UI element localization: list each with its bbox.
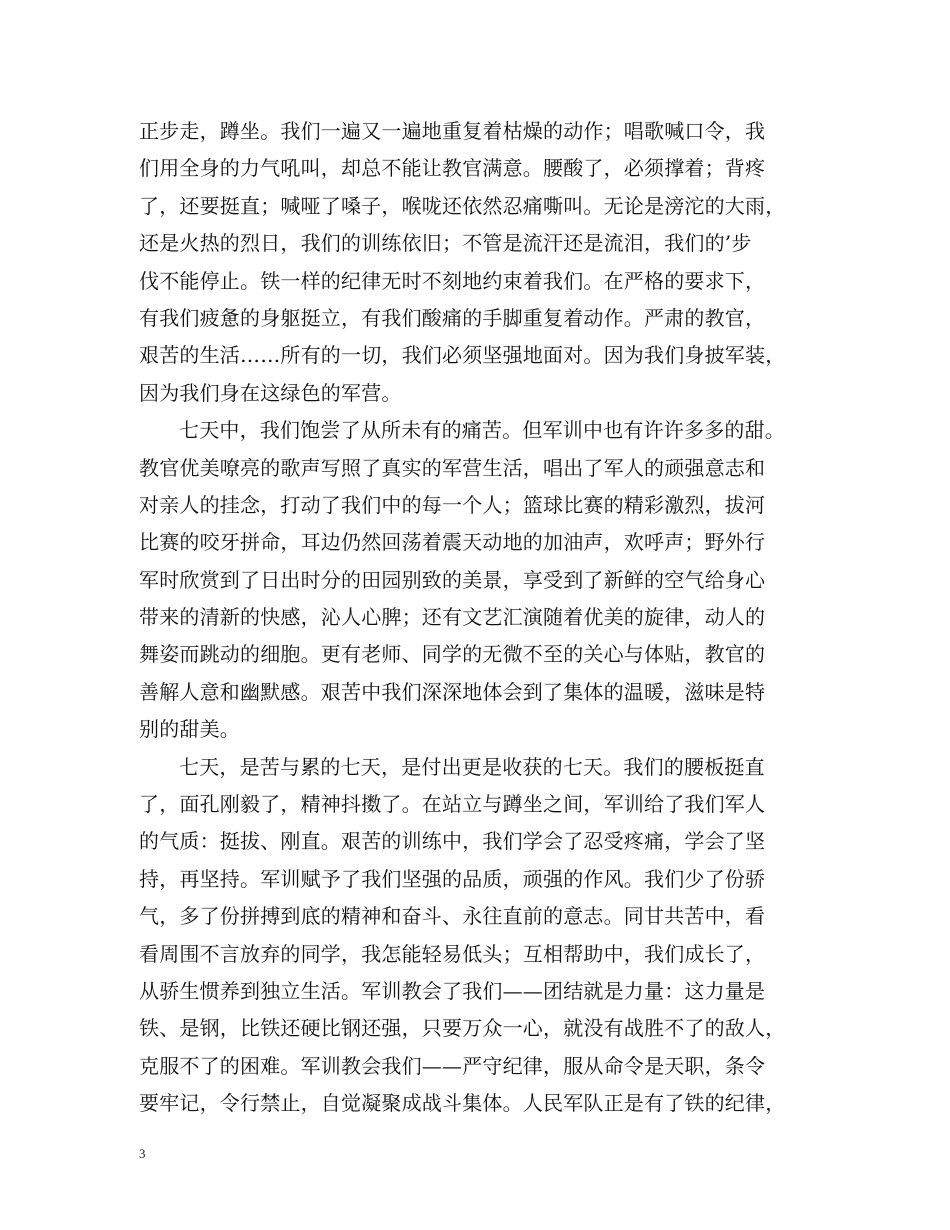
text-line: 从骄生惯养到独立生活。军训教会了我们——团结就是力量：这力量是 <box>139 978 766 1003</box>
text-line: 别的甜美。 <box>139 717 240 742</box>
text-line: 有我们疲惫的身躯挺立，有我们酸痛的手脚重复着动作。严肃的教官， <box>139 305 766 330</box>
body-text <box>139 113 819 1123</box>
text-line: 了，还要挺直；喊哑了嗓子，喉咙还依然忍痛嘶叫。无论是滂沱的大雨， <box>139 193 786 218</box>
paragraph-start-line: 七天中，我们饱尝了从所未有的痛苦。但军训中也有许许多多的甜。 <box>179 418 785 443</box>
text-line: 克服不了的困难。军训教会我们——严守纪律，服从命令是天职，条令 <box>139 1053 766 1078</box>
text-line: 们用全身的力气吼叫，却总不能让教官满意。腰酸了，必须撑着；背疼 <box>139 156 766 181</box>
text-line: 正步走，蹲坐。我们一遍又一遍地重复着枯燥的动作；唱歌喊口令，我 <box>139 119 766 143</box>
text-line: 比赛的咬牙拼命，耳边仍然回荡着震天动地的加油声，欢呼声；野外行 <box>139 530 766 555</box>
text-line: 教官优美嘹亮的歌声写照了真实的军营生活，唱出了军人的顽强意志和 <box>139 455 766 480</box>
text-line: 带来的清新的快感，沁人心脾；还有文艺汇演随着优美的旋律，动人的 <box>139 605 766 630</box>
text-line: 对亲人的挂念，打动了我们中的每一个人；篮球比赛的精彩激烈，拔河 <box>139 492 766 517</box>
text-line: 艰苦的生活……所有的一切，我们必须坚强地面对。因为我们身披军装， <box>139 343 786 368</box>
text-line: 善解人意和幽默感。艰苦中我们深深地体会到了集体的温暖，滋味是特 <box>139 679 766 704</box>
text-line: 军时欣赏到了日出时分的田园别致的美景，享受到了新鲜的空气给身心 <box>139 567 766 592</box>
text-line: 气，多了份拼搏到底的精神和奋斗、永往直前的意志。同甘共苦中，看 <box>139 904 766 929</box>
page-number: 3 <box>139 1146 146 1161</box>
paragraph-start-line: 七天，是苦与累的七天，是付出更是收获的七天。我们的腰板挺直 <box>179 754 765 779</box>
text-line: 舞姿而跳动的细胞。更有老师、同学的无微不至的关心与体贴，教官的 <box>139 642 766 667</box>
text-line: 了，面孔刚毅了，精神抖擞了。在站立与蹲坐之间，军训给了我们军人 <box>139 792 766 817</box>
text-line: 因为我们身在这绿色的军营。 <box>139 380 402 405</box>
text-line: 持，再坚持。军训赋予了我们坚强的品质，顽强的作风。我们少了份骄 <box>139 866 766 891</box>
text-line: 伐不能停止。铁一样的纪律无时不刻地约束着我们。在严格的要求下， <box>139 268 766 293</box>
text-line: 铁、是钢，比铁还硬比钢还强，只要万众一心，就没有战胜不了的敌人， <box>139 1016 786 1041</box>
text-line: 看周围不言放弃的同学，我怎能轻易低头；互相帮助中，我们成长了， <box>139 941 766 966</box>
text-line: 的气质：挺拔、刚直。艰苦的训练中，我们学会了忍受疼痛，学会了坚 <box>139 829 766 854</box>
text-line: 要牢记，令行禁止，自觉凝聚成战斗集体。人民军队正是有了铁的纪律， <box>139 1091 786 1116</box>
text-line: 还是火热的烈日，我们的训练依旧；不管是流汗还是流泪，我们的’步 <box>139 231 752 256</box>
